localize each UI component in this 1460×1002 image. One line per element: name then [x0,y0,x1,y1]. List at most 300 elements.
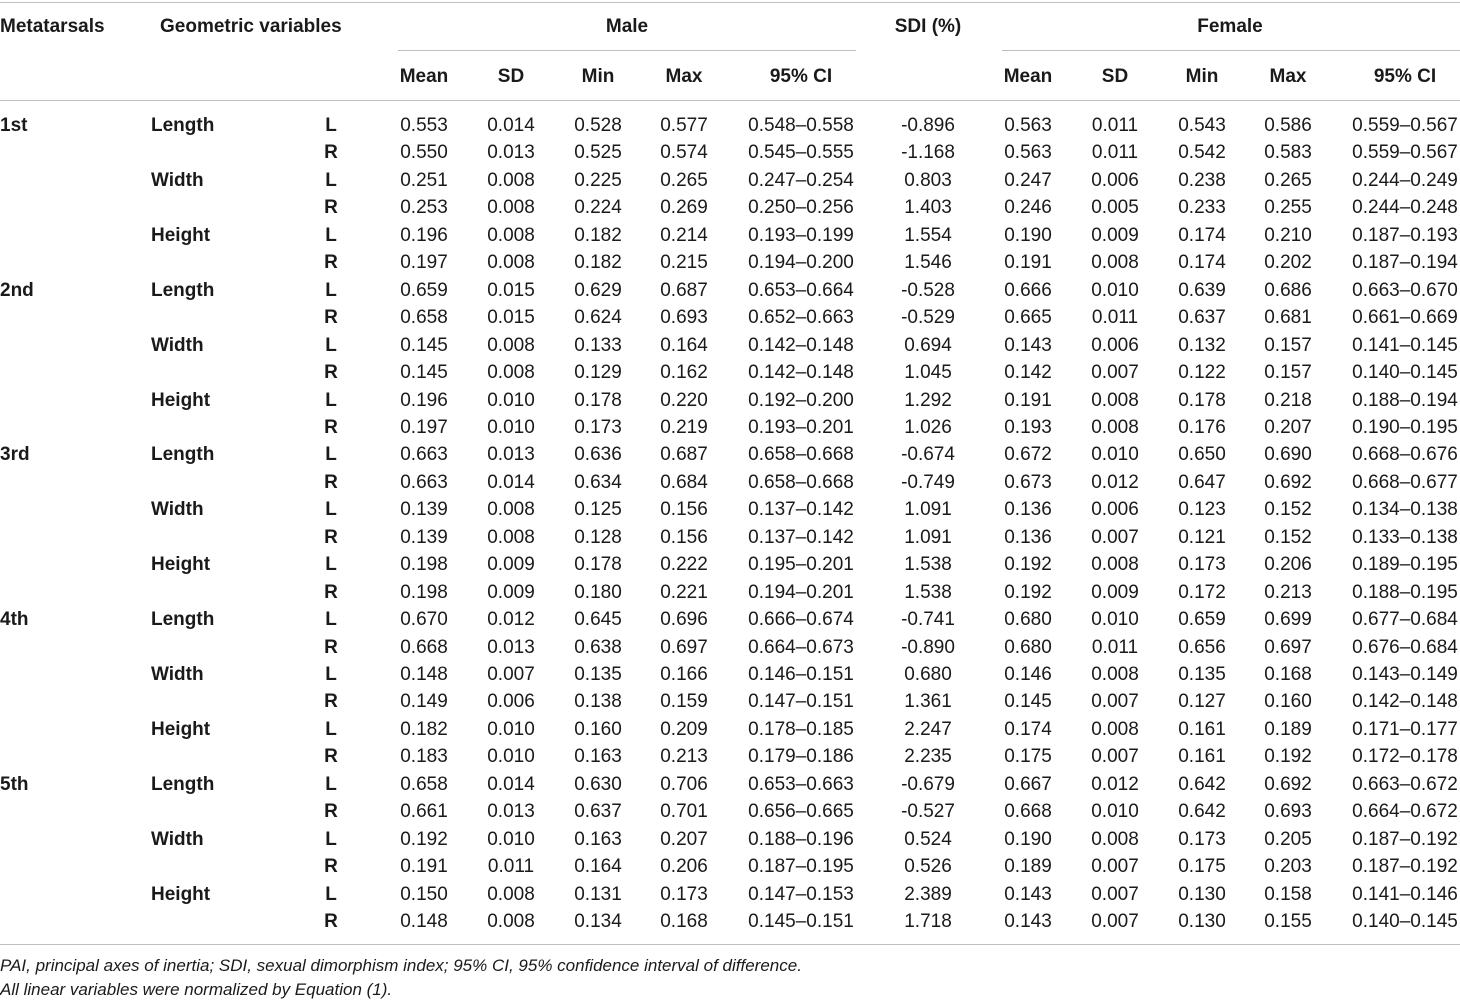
female-max-cell: 0.168 [1264,664,1312,685]
male-max-cell: 0.214 [660,225,708,246]
female-mean-cell: 0.563 [1004,142,1052,163]
metatarsal-label: 4th [0,609,29,630]
male-ci-cell: 0.658–0.668 [748,472,854,493]
female-min-cell: 0.122 [1178,362,1226,383]
female-max-cell: 0.152 [1264,499,1312,520]
female-max-cell: 0.686 [1264,280,1312,301]
male-ci-cell: 0.653–0.664 [748,280,854,301]
male-sd-cell: 0.008 [487,197,535,218]
variable-label: Width [151,664,204,685]
female-sd-cell: 0.006 [1091,499,1139,520]
male-ci-cell: 0.656–0.665 [748,801,854,822]
female-min-cell: 0.642 [1178,774,1226,795]
female-ci-cell: 0.140–0.145 [1352,911,1458,932]
male-min-cell: 0.133 [574,335,622,356]
male-ci-cell: 0.178–0.185 [748,719,854,740]
header-geometric-variables: Geometric variables [160,16,342,37]
female-sd-cell: 0.010 [1091,444,1139,465]
side-label: L [325,115,337,136]
female-mean-cell: 0.143 [1004,335,1052,356]
female-mean-cell: 0.142 [1004,362,1052,383]
female-max-cell: 0.586 [1264,115,1312,136]
male-mean-cell: 0.145 [400,362,448,383]
female-ci-cell: 0.172–0.178 [1352,746,1458,767]
sdi-cell: -0.896 [901,115,955,136]
male-sd-cell: 0.013 [487,142,535,163]
male-min-cell: 0.624 [574,307,622,328]
female-sd-cell: 0.012 [1091,472,1139,493]
female-min-cell: 0.656 [1178,637,1226,658]
male-sd-cell: 0.008 [487,911,535,932]
metatarsal-label: 3rd [0,444,30,465]
header-male: Male [605,16,649,37]
male-min-cell: 0.160 [574,719,622,740]
header-female-min: Min [1185,66,1219,87]
male-sd-cell: 0.013 [487,444,535,465]
metatarsal-label: 5th [0,774,29,795]
female-min-cell: 0.174 [1178,252,1226,273]
female-max-cell: 0.693 [1264,801,1312,822]
female-mean-cell: 0.667 [1004,774,1052,795]
sdi-cell: 0.526 [904,856,952,877]
female-sd-cell: 0.012 [1091,774,1139,795]
male-ci-cell: 0.187–0.195 [748,856,854,877]
header-male-sd: SD [497,66,525,87]
male-sd-cell: 0.015 [487,280,535,301]
female-max-cell: 0.681 [1264,307,1312,328]
male-min-cell: 0.173 [574,417,622,438]
variable-label: Length [151,280,215,301]
male-mean-cell: 0.183 [400,746,448,767]
female-max-cell: 0.158 [1264,884,1312,905]
female-mean-cell: 0.192 [1004,554,1052,575]
male-sd-cell: 0.014 [487,115,535,136]
header-male-max: Max [665,66,703,87]
male-max-cell: 0.269 [660,197,708,218]
variable-label: Height [151,719,211,740]
female-sd-cell: 0.007 [1091,527,1139,548]
variable-label: Length [151,115,215,136]
female-max-cell: 0.690 [1264,444,1312,465]
female-mean-cell: 0.680 [1004,637,1052,658]
male-min-cell: 0.634 [574,472,622,493]
female-mean-cell: 0.145 [1004,691,1052,712]
female-ci-cell: 0.141–0.146 [1352,884,1458,905]
female-sd-cell: 0.007 [1091,746,1139,767]
male-max-cell: 0.209 [660,719,708,740]
female-mean-cell: 0.191 [1004,390,1052,411]
male-ci-cell: 0.137–0.142 [748,527,854,548]
sdi-cell: -0.529 [901,307,955,328]
female-mean-cell: 0.192 [1004,582,1052,603]
variable-label: Height [151,884,211,905]
male-max-cell: 0.219 [660,417,708,438]
female-ci-cell: 0.664–0.672 [1352,801,1458,822]
male-ci-cell: 0.188–0.196 [748,829,854,850]
sdi-cell: -0.679 [901,774,955,795]
female-max-cell: 0.205 [1264,829,1312,850]
male-mean-cell: 0.196 [400,390,448,411]
male-mean-cell: 0.253 [400,197,448,218]
male-max-cell: 0.159 [660,691,708,712]
header-female-max: Max [1269,66,1307,87]
male-sd-cell: 0.008 [487,170,535,191]
side-label: R [324,746,338,767]
male-mean-cell: 0.251 [400,170,448,191]
male-ci-cell: 0.247–0.254 [748,170,854,191]
variable-label: Width [151,499,204,520]
female-mean-cell: 0.174 [1004,719,1052,740]
female-mean-cell: 0.175 [1004,746,1052,767]
top-rule [0,2,1460,3]
male-sd-cell: 0.008 [487,884,535,905]
female-min-cell: 0.238 [1178,170,1226,191]
female-group-rule [1002,50,1460,51]
female-mean-cell: 0.191 [1004,252,1052,273]
female-mean-cell: 0.136 [1004,527,1052,548]
female-sd-cell: 0.011 [1091,115,1139,136]
female-min-cell: 0.637 [1178,307,1226,328]
female-max-cell: 0.207 [1264,417,1312,438]
male-ci-cell: 0.664–0.673 [748,637,854,658]
female-min-cell: 0.647 [1178,472,1226,493]
female-max-cell: 0.202 [1264,252,1312,273]
female-sd-cell: 0.010 [1091,609,1139,630]
male-ci-cell: 0.250–0.256 [748,197,854,218]
male-ci-cell: 0.192–0.200 [748,390,854,411]
male-max-cell: 0.684 [660,472,708,493]
male-sd-cell: 0.010 [487,719,535,740]
table-bottom-rule [0,944,1460,945]
female-min-cell: 0.650 [1178,444,1226,465]
side-label: L [325,884,337,905]
male-min-cell: 0.178 [574,554,622,575]
male-min-cell: 0.182 [574,252,622,273]
male-max-cell: 0.696 [660,609,708,630]
header-female: Female [1197,16,1263,37]
side-label: L [325,225,337,246]
male-mean-cell: 0.659 [400,280,448,301]
female-mean-cell: 0.680 [1004,609,1052,630]
female-min-cell: 0.176 [1178,417,1226,438]
male-min-cell: 0.135 [574,664,622,685]
male-ci-cell: 0.193–0.201 [748,417,854,438]
female-max-cell: 0.206 [1264,554,1312,575]
male-max-cell: 0.206 [660,856,708,877]
side-label: R [324,911,338,932]
male-min-cell: 0.164 [574,856,622,877]
side-label: L [325,554,337,575]
header-female-mean: Mean [1003,66,1053,87]
sdi-cell: -0.890 [901,637,955,658]
side-label: L [325,280,337,301]
male-min-cell: 0.525 [574,142,622,163]
male-max-cell: 0.213 [660,746,708,767]
female-ci-cell: 0.190–0.195 [1352,417,1458,438]
male-mean-cell: 0.191 [400,856,448,877]
male-max-cell: 0.156 [660,527,708,548]
male-sd-cell: 0.010 [487,390,535,411]
female-mean-cell: 0.246 [1004,197,1052,218]
male-max-cell: 0.156 [660,499,708,520]
male-max-cell: 0.220 [660,390,708,411]
header-female-sd: SD [1101,66,1129,87]
female-mean-cell: 0.193 [1004,417,1052,438]
female-sd-cell: 0.008 [1091,554,1139,575]
female-sd-cell: 0.006 [1091,335,1139,356]
side-label: R [324,472,338,493]
female-ci-cell: 0.663–0.670 [1352,280,1458,301]
female-mean-cell: 0.563 [1004,115,1052,136]
male-mean-cell: 0.139 [400,527,448,548]
female-mean-cell: 0.666 [1004,280,1052,301]
male-ci-cell: 0.195–0.201 [748,554,854,575]
male-mean-cell: 0.197 [400,417,448,438]
female-ci-cell: 0.189–0.195 [1352,554,1458,575]
male-mean-cell: 0.197 [400,252,448,273]
female-ci-cell: 0.677–0.684 [1352,609,1458,630]
female-min-cell: 0.123 [1178,499,1226,520]
female-max-cell: 0.192 [1264,746,1312,767]
sdi-cell: 0.680 [904,664,952,685]
sdi-cell: 1.091 [904,527,952,548]
male-max-cell: 0.687 [660,280,708,301]
footnote-normalization: All linear variables were normalized by Equation (1). [0,980,393,999]
male-ci-cell: 0.658–0.668 [748,444,854,465]
male-ci-cell: 0.193–0.199 [748,225,854,246]
sdi-cell: 1.546 [904,252,952,273]
female-min-cell: 0.543 [1178,115,1226,136]
male-sd-cell: 0.015 [487,307,535,328]
sdi-cell: 1.091 [904,499,952,520]
sdi-cell: -0.527 [901,801,955,822]
male-min-cell: 0.638 [574,637,622,658]
variable-label: Length [151,609,215,630]
sdi-cell: 0.694 [904,335,952,356]
sdi-cell: 1.718 [904,911,952,932]
male-min-cell: 0.225 [574,170,622,191]
female-mean-cell: 0.668 [1004,801,1052,822]
female-min-cell: 0.130 [1178,911,1226,932]
side-label: R [324,307,338,328]
female-ci-cell: 0.133–0.138 [1352,527,1458,548]
female-max-cell: 0.203 [1264,856,1312,877]
male-ci-cell: 0.653–0.663 [748,774,854,795]
female-sd-cell: 0.008 [1091,252,1139,273]
female-sd-cell: 0.008 [1091,829,1139,850]
male-max-cell: 0.693 [660,307,708,328]
male-max-cell: 0.706 [660,774,708,795]
male-sd-cell: 0.008 [487,499,535,520]
side-label: R [324,417,338,438]
side-label: L [325,719,337,740]
side-label: L [325,335,337,356]
male-sd-cell: 0.014 [487,774,535,795]
female-max-cell: 0.152 [1264,527,1312,548]
male-ci-cell: 0.666–0.674 [748,609,854,630]
male-ci-cell: 0.147–0.151 [748,691,854,712]
side-label: R [324,691,338,712]
male-mean-cell: 0.182 [400,719,448,740]
male-max-cell: 0.265 [660,170,708,191]
male-sd-cell: 0.013 [487,637,535,658]
sdi-cell: 1.292 [904,390,952,411]
side-label: R [324,252,338,273]
side-label: R [324,637,338,658]
female-sd-cell: 0.008 [1091,390,1139,411]
sdi-cell: 1.538 [904,554,952,575]
male-mean-cell: 0.658 [400,307,448,328]
male-max-cell: 0.221 [660,582,708,603]
metatarsal-label: 1st [0,115,28,136]
female-mean-cell: 0.672 [1004,444,1052,465]
side-label: R [324,527,338,548]
male-ci-cell: 0.137–0.142 [748,499,854,520]
male-ci-cell: 0.545–0.555 [748,142,854,163]
female-max-cell: 0.697 [1264,637,1312,658]
female-sd-cell: 0.011 [1091,142,1139,163]
variable-label: Width [151,335,204,356]
sdi-cell: -0.528 [901,280,955,301]
male-mean-cell: 0.150 [400,884,448,905]
sdi-cell: 1.403 [904,197,952,218]
male-sd-cell: 0.006 [487,691,535,712]
female-min-cell: 0.178 [1178,390,1226,411]
male-max-cell: 0.577 [660,115,708,136]
male-max-cell: 0.222 [660,554,708,575]
female-ci-cell: 0.142–0.148 [1352,691,1458,712]
male-ci-cell: 0.142–0.148 [748,335,854,356]
female-min-cell: 0.233 [1178,197,1226,218]
header-metatarsals: Metatarsals [0,16,105,37]
male-min-cell: 0.128 [574,527,622,548]
variable-label: Height [151,225,211,246]
male-max-cell: 0.687 [660,444,708,465]
male-sd-cell: 0.008 [487,252,535,273]
header-sdi: SDI (%) [894,16,962,37]
male-min-cell: 0.178 [574,390,622,411]
sdi-cell: -0.749 [901,472,955,493]
female-ci-cell: 0.171–0.177 [1352,719,1458,740]
male-max-cell: 0.701 [660,801,708,822]
variable-label: Width [151,170,204,191]
header-male-min: Min [581,66,615,87]
female-min-cell: 0.175 [1178,856,1226,877]
female-mean-cell: 0.189 [1004,856,1052,877]
male-sd-cell: 0.010 [487,417,535,438]
side-label: L [325,170,337,191]
male-ci-cell: 0.147–0.153 [748,884,854,905]
sdi-cell: 1.045 [904,362,952,383]
female-min-cell: 0.173 [1178,554,1226,575]
male-sd-cell: 0.011 [487,856,535,877]
female-max-cell: 0.265 [1264,170,1312,191]
female-max-cell: 0.692 [1264,774,1312,795]
metatarsal-label: 2nd [0,280,34,301]
female-ci-cell: 0.244–0.249 [1352,170,1458,191]
male-sd-cell: 0.009 [487,582,535,603]
male-mean-cell: 0.670 [400,609,448,630]
male-group-rule [398,50,856,51]
male-min-cell: 0.629 [574,280,622,301]
female-ci-cell: 0.143–0.149 [1352,664,1458,685]
female-max-cell: 0.157 [1264,362,1312,383]
sdi-cell: -0.741 [901,609,955,630]
female-sd-cell: 0.006 [1091,170,1139,191]
male-min-cell: 0.224 [574,197,622,218]
female-min-cell: 0.132 [1178,335,1226,356]
header-bottom-rule [0,100,1460,101]
female-sd-cell: 0.008 [1091,417,1139,438]
female-sd-cell: 0.011 [1091,637,1139,658]
female-sd-cell: 0.011 [1091,307,1139,328]
male-max-cell: 0.697 [660,637,708,658]
female-min-cell: 0.161 [1178,719,1226,740]
female-ci-cell: 0.661–0.669 [1352,307,1458,328]
variable-label: Length [151,774,215,795]
female-min-cell: 0.174 [1178,225,1226,246]
side-label: R [324,362,338,383]
female-ci-cell: 0.668–0.676 [1352,444,1458,465]
male-max-cell: 0.215 [660,252,708,273]
female-ci-cell: 0.187–0.192 [1352,829,1458,850]
variable-label: Height [151,390,211,411]
female-max-cell: 0.210 [1264,225,1312,246]
male-sd-cell: 0.013 [487,801,535,822]
male-mean-cell: 0.198 [400,554,448,575]
male-min-cell: 0.129 [574,362,622,383]
variable-label: Length [151,444,215,465]
male-min-cell: 0.636 [574,444,622,465]
female-ci-cell: 0.676–0.684 [1352,637,1458,658]
male-max-cell: 0.173 [660,884,708,905]
male-sd-cell: 0.008 [487,335,535,356]
female-mean-cell: 0.143 [1004,911,1052,932]
male-ci-cell: 0.194–0.200 [748,252,854,273]
side-label: R [324,801,338,822]
header-female-ci: 95% CI [1373,66,1437,87]
female-sd-cell: 0.008 [1091,664,1139,685]
female-ci-cell: 0.244–0.248 [1352,197,1458,218]
female-ci-cell: 0.559–0.567 [1352,115,1458,136]
female-min-cell: 0.161 [1178,746,1226,767]
female-max-cell: 0.218 [1264,390,1312,411]
female-ci-cell: 0.187–0.192 [1352,856,1458,877]
female-min-cell: 0.121 [1178,527,1226,548]
male-mean-cell: 0.663 [400,444,448,465]
female-mean-cell: 0.146 [1004,664,1052,685]
sdi-cell: -0.674 [901,444,955,465]
male-ci-cell: 0.179–0.186 [748,746,854,767]
male-max-cell: 0.574 [660,142,708,163]
female-max-cell: 0.189 [1264,719,1312,740]
male-max-cell: 0.168 [660,911,708,932]
male-min-cell: 0.134 [574,911,622,932]
male-min-cell: 0.180 [574,582,622,603]
female-mean-cell: 0.190 [1004,225,1052,246]
male-mean-cell: 0.148 [400,911,448,932]
female-ci-cell: 0.188–0.194 [1352,390,1458,411]
male-ci-cell: 0.194–0.201 [748,582,854,603]
female-max-cell: 0.699 [1264,609,1312,630]
female-mean-cell: 0.665 [1004,307,1052,328]
female-max-cell: 0.160 [1264,691,1312,712]
side-label: R [324,582,338,603]
female-max-cell: 0.583 [1264,142,1312,163]
male-mean-cell: 0.198 [400,582,448,603]
female-min-cell: 0.127 [1178,691,1226,712]
male-mean-cell: 0.192 [400,829,448,850]
